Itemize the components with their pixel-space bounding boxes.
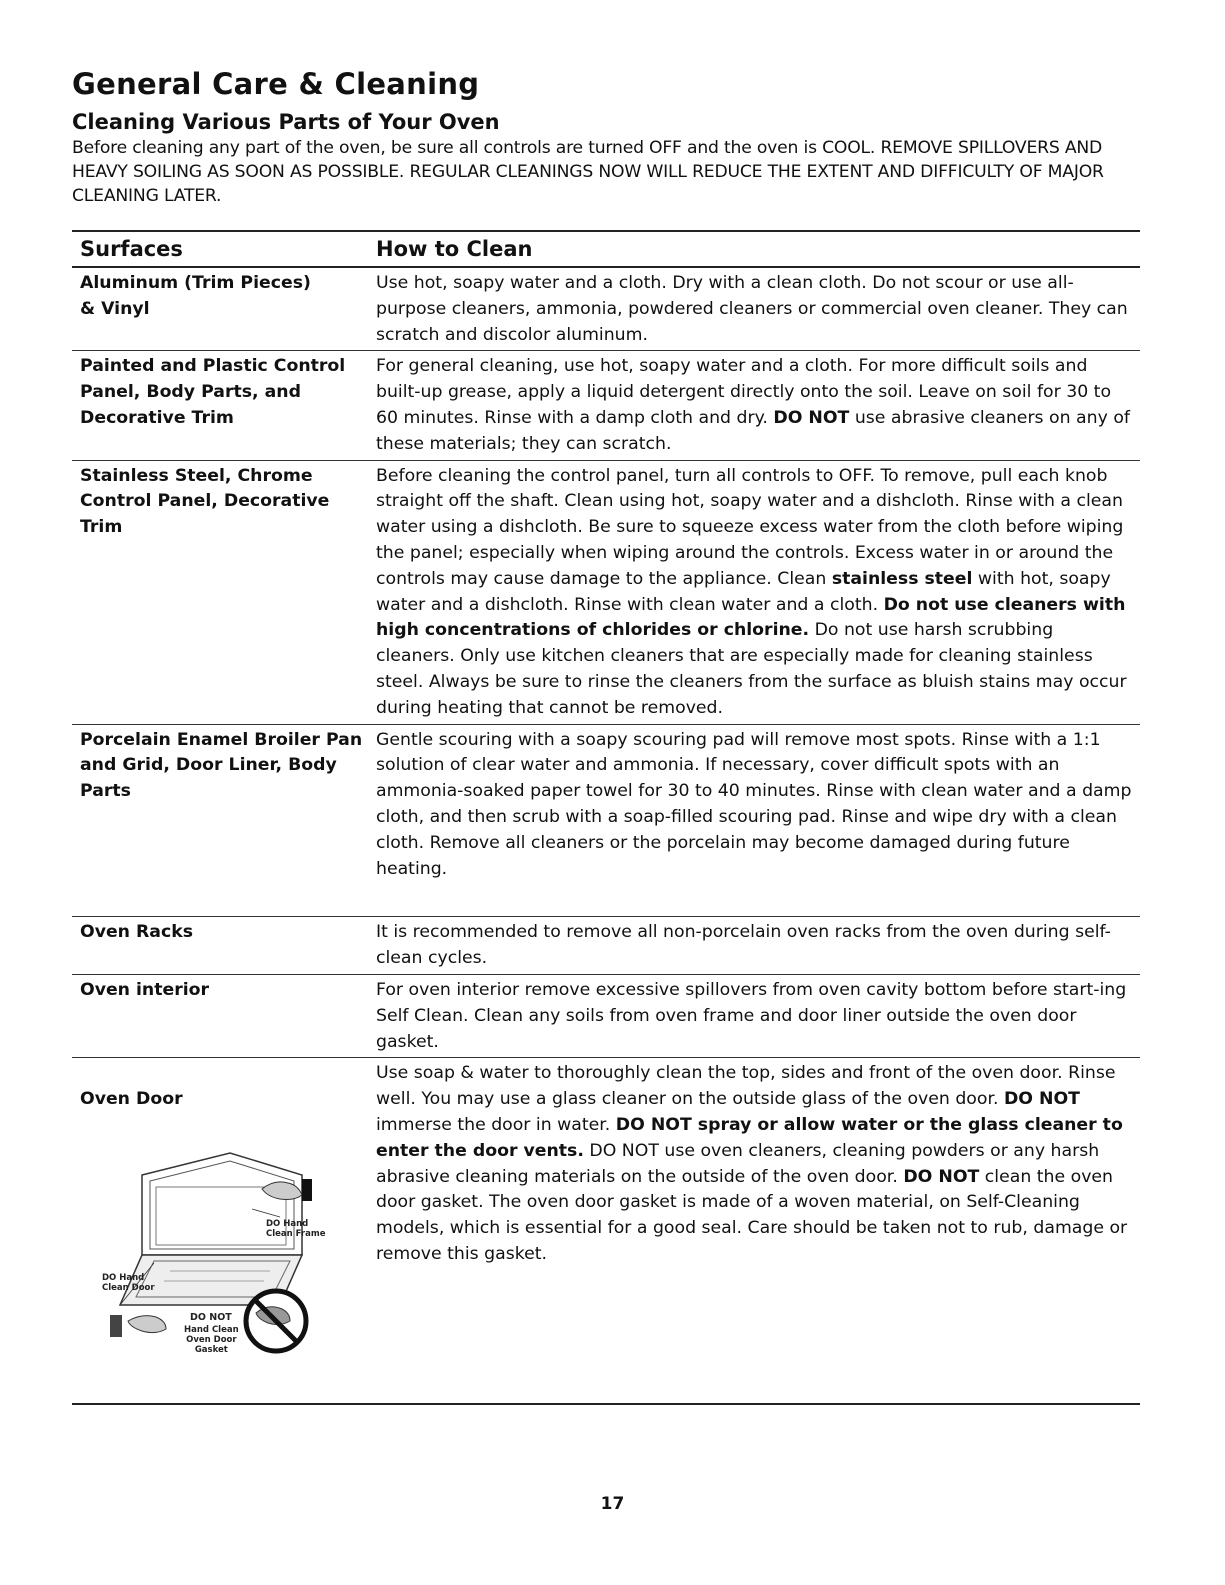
page-number: 17 [600, 1494, 625, 1514]
table-header [72, 232, 1140, 268]
body-text: Before cleaning the control panel, turn all controls to OFF. To remove, pull each knob straight off the shaft. Clean using hot, soapy water and a dishcloth. Rinse with a clean water using a dishcloth. Be sure to squeeze excess water from the cloth before wiping the panel; especially when wiping around the controls. Excess water in or around the controls may cause damage to the appliance. Clean [376, 465, 1124, 589]
table-bottom-rule [72, 1403, 1140, 1405]
label-do-not-hand-clean-gasket: Hand Clean Oven Door Gasket [184, 1324, 239, 1355]
how-to-clean [376, 978, 1140, 1055]
header-surfaces: Surfaces [80, 237, 183, 261]
cleaning-table [72, 230, 1140, 1393]
emphasis-text: Do not use cleaners with high concentrations of chlorides or chlorine. [376, 594, 1126, 641]
intro-paragraph: Before cleaning any part of the oven, be sure all controls are turned OFF and the oven is COOL. REMOVE SPILLOVERS AND HEAVY SOILING AS SOON AS POSSIBLE. REGULAR CLEANINGS NOW WILL REDUCE THE EXTENT AND DIFFICULTY OF MAJOR CLEANING LATER. [72, 138, 1104, 206]
table-row [72, 1058, 1140, 1392]
body-text: clean the oven door gasket. The oven door gasket is made of a woven material, on Self-Cleaning models, which is essential for a good seal. Care should be taken not to rub, damage or remove this gasket. [376, 1166, 1128, 1264]
page [72, 64, 1140, 1405]
surface-name: Aluminum (Trim Pieces) & Vinyl [80, 273, 311, 319]
table-row [72, 268, 1140, 351]
table-row [72, 975, 1140, 1058]
body-text: Do not use harsh scrubbing cleaners. Only use kitchen cleaners that are especially made for cleaning stainless steel. Always be sure to rinse the cleaners from the surface as bluish stains may occur during heating that cannot be removed. [376, 620, 1127, 718]
body-text: Gentle scouring with a soapy scouring pad will remove most spots. Rinse with a 1:1 solution of clear water and ammonia. If necessary, cover difficult spots with an ammonia-soaked paper towel for 30 to 40 minutes. Rinse with clean water and a damp cloth, and then scrub with a soap-filled scouring pad. Rinse and wipe dry with a clean cloth. Remove all cleaners or the porcelain may become damaged during future heating. [376, 729, 1132, 879]
how-to-clean [376, 271, 1140, 348]
surface-name: Stainless Steel, Chrome Control Panel, Decorative Trim [80, 465, 330, 538]
emphasis-text: DO NOT spray or allow water or the glass cleaner to enter the door vents. [376, 1114, 1123, 1161]
how-to-clean [376, 354, 1140, 457]
label-do-not: DO NOT [190, 1311, 232, 1323]
surface-name: Painted and Plastic Control Panel, Body Parts, and Decorative Trim [80, 356, 346, 428]
body-text: For general cleaning, use hot, soapy water and a cloth. For more difficult soils and built-up grease, apply a liquid detergent directly onto the soil. Leave on soil for 30 to 60 minutes. Rinse with a damp cloth and dry. [376, 356, 1112, 428]
surface-name: Oven Door [80, 1089, 183, 1110]
table-row [72, 725, 1140, 899]
section-title: Cleaning Various Parts of Your Oven [72, 110, 500, 134]
table-row [72, 461, 1140, 725]
table-row [72, 916, 1140, 975]
emphasis-text: DO NOT [903, 1166, 980, 1187]
body-text: with hot, soapy water and a dishcloth. Rinse with clean water and a cloth. [376, 568, 1111, 615]
emphasis-text: stainless steel [831, 568, 973, 589]
table-row [72, 351, 1140, 460]
label-do-hand-clean-frame: DO Hand Clean Frame [266, 1218, 326, 1239]
surface-name: Oven interior [80, 979, 210, 1000]
oven-door-diagram [80, 1145, 330, 1365]
how-to-clean [376, 1061, 1140, 1390]
body-text: Use soap & water to thoroughly clean the top, sides and front of the oven door. Rinse well. You may use a glass cleaner on the outside glass of the oven door. [376, 1063, 1116, 1110]
surface-name: Porcelain Enamel Broiler Pan and Grid, Door Liner, Body Parts [80, 729, 363, 802]
emphasis-text: DO NOT [773, 407, 850, 428]
header-how-to-clean: How to Clean [376, 237, 533, 261]
body-text: Use hot, soapy water and a cloth. Dry with a clean cloth. Do not scour or use all-purpose cleaners, ammonia, powdered cleaners or commercial oven cleaner. They can scratch and discolor aluminum. [376, 273, 1128, 345]
body-text: use abrasive cleaners on any of these materials; they can scratch. [376, 407, 1130, 454]
surface-name: Oven Racks [80, 922, 193, 943]
body-text: DO NOT use oven cleaners, cleaning powders or any harsh abrasive cleaning materials on the outside of the oven door. [376, 1140, 1100, 1187]
page-title: General Care & Cleaning [72, 67, 480, 101]
body-text: For oven interior remove excessive spillovers from oven cavity bottom before start-ing Self Clean. Clean any soils from oven frame and door liner outside the oven door gasket. [376, 979, 1127, 1052]
surface-cell [72, 1061, 376, 1390]
body-text: immerse the door in water. [376, 1114, 616, 1135]
how-to-clean [376, 920, 1140, 972]
label-do-hand-clean-door: DO Hand Clean Door [102, 1272, 155, 1293]
how-to-clean [376, 464, 1140, 722]
emphasis-text: DO NOT [1003, 1089, 1080, 1110]
how-to-clean [376, 728, 1140, 897]
body-text: It is recommended to remove all non-porcelain oven racks from the oven during self-clean cycles. [376, 922, 1111, 969]
